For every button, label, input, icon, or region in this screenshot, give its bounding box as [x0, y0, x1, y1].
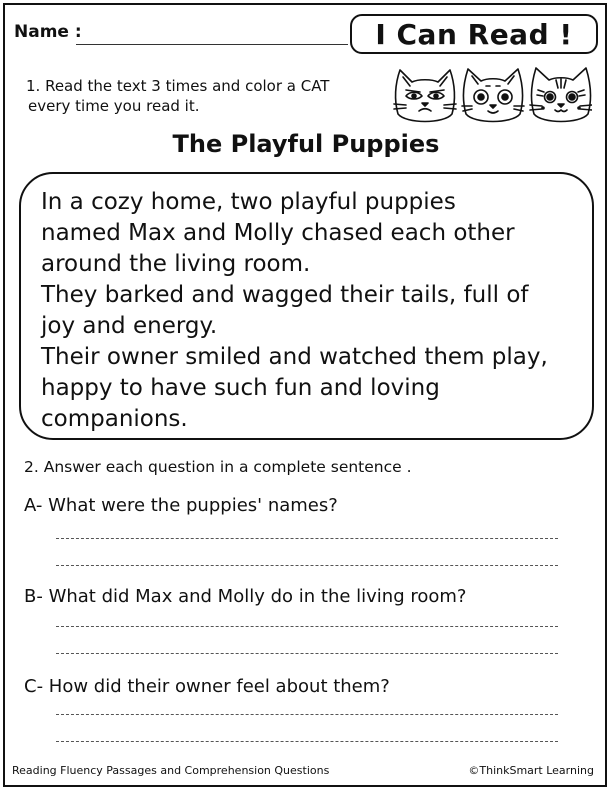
passage-line: They barked and wagged their tails, full of: [41, 282, 529, 308]
answer-line-b-1[interactable]: [56, 626, 558, 627]
footer-copyright: ©ThinkSmart Learning: [468, 764, 594, 777]
passage-line: joy and energy.: [41, 313, 218, 339]
cat-face-icon[interactable]: [530, 68, 592, 122]
question-c: C- How did their owner feel about them?: [24, 676, 390, 697]
cat-faces: [392, 64, 592, 126]
footer-series-title: Reading Fluency Passages and Comprehension Questions: [12, 764, 330, 777]
page-title: I Can Read !: [375, 17, 573, 51]
name-input-line[interactable]: [76, 44, 348, 45]
passage-line: companions.: [41, 406, 188, 432]
title-banner: [350, 14, 598, 54]
question-a: A- What were the puppies' names?: [24, 495, 338, 516]
passage-line: around the living room.: [41, 251, 311, 277]
answer-line-a-1[interactable]: [56, 538, 558, 539]
question-b: B- What did Max and Molly do in the living room?: [24, 586, 467, 607]
passage-line: happy to have such fun and loving: [41, 375, 440, 401]
passage-line: In a cozy home, two playful puppies: [41, 189, 456, 215]
answer-line-c-1[interactable]: [56, 714, 558, 715]
questions-instruction: 2. Answer each question in a complete sentence .: [24, 458, 412, 476]
passage-title: The Playful Puppies: [172, 130, 440, 158]
answer-line-a-2[interactable]: [56, 565, 558, 566]
answer-line-c-2[interactable]: [56, 741, 558, 742]
instruction-line-1: 1. Read the text 3 times and color a CAT: [26, 77, 330, 95]
passage-line: named Max and Molly chased each other: [41, 220, 515, 246]
reading-instruction: [26, 76, 386, 116]
name-label: Name :: [14, 22, 82, 42]
cat-face-icon[interactable]: [462, 69, 524, 122]
passage-box: [19, 172, 594, 440]
cat-face-icon[interactable]: [394, 70, 456, 122]
instruction-line-2: every time you read it.: [28, 97, 200, 115]
passage-line: Their owner smiled and watched them play,: [41, 344, 548, 370]
answer-line-b-2[interactable]: [56, 653, 558, 654]
